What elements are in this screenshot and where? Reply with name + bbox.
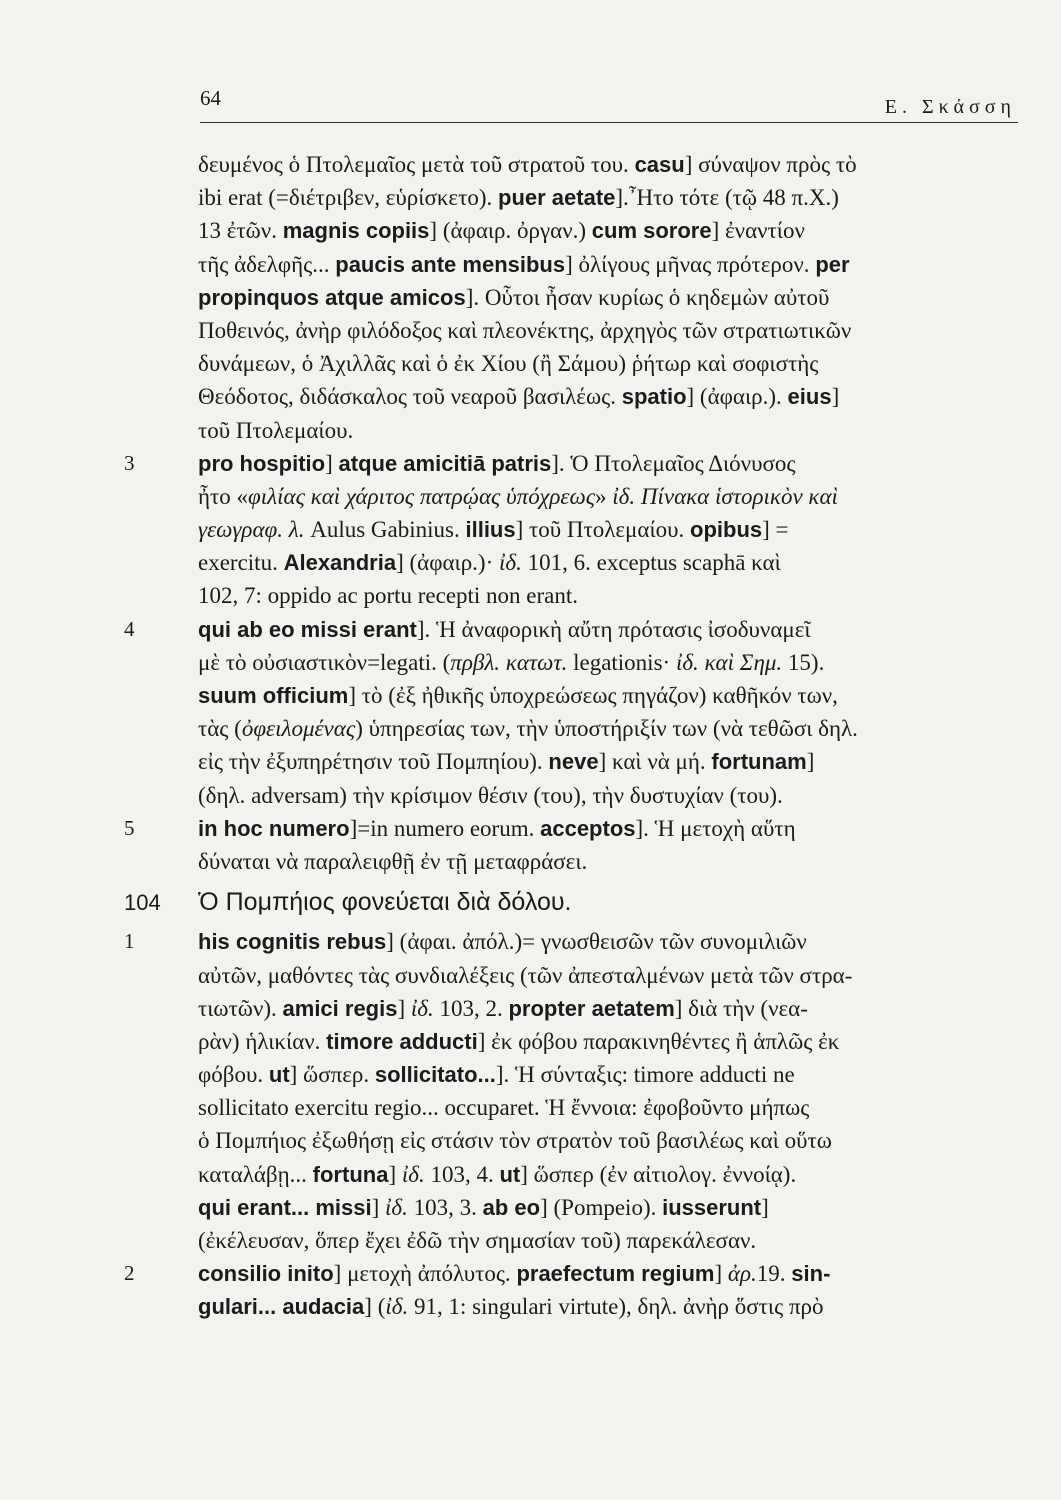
gloss-text: ] μετοχὴ ἀπόλυτος. xyxy=(333,1261,517,1287)
lemma: his cognitis rebus xyxy=(198,929,387,955)
text-line xyxy=(198,779,1018,812)
lemma: qui erant... missi xyxy=(198,1194,372,1220)
lemma: magnis copiis xyxy=(282,218,430,244)
gloss-text: 101, 6. exceptus scaphā καὶ xyxy=(521,550,781,576)
gloss-text: ὁ Πομπήιος ἐξωθήσῃ εἰς στάσιν τὸν στρατὸν τοῦ βασιλέως καὶ οὕτω xyxy=(198,1128,832,1154)
lemma: neve xyxy=(548,749,599,775)
text-line xyxy=(198,281,1018,314)
gloss-text: τῆς ἀδελφῆς... xyxy=(198,251,336,277)
text-line xyxy=(198,314,1018,347)
lemma: timore adducti xyxy=(326,1028,478,1054)
lemma: paucis ante mensibus xyxy=(335,251,566,277)
gloss-text: 103, 3. xyxy=(407,1194,483,1220)
commentary-text xyxy=(124,148,1018,1324)
gloss-text: ] xyxy=(761,1194,769,1220)
text-line xyxy=(198,1224,1018,1257)
gloss-text: ] σύναψον πρὸς τὸ xyxy=(684,152,857,177)
text-line xyxy=(124,613,1018,646)
lemma: ut xyxy=(499,1161,521,1187)
gloss-text: ἦτο « xyxy=(198,483,249,509)
italic-note: πρβλ. κατωτ. xyxy=(450,649,568,675)
gloss-text: 13 ἐτῶν. xyxy=(198,218,283,244)
margin-line-number: 2 xyxy=(124,1261,135,1286)
text-line xyxy=(198,1191,1018,1224)
gloss-text: Ποθεινός, ἀνὴρ φιλόδοξος καὶ πλεονέκτης, ἀρχηγὸς τῶν στρατιωτικῶν xyxy=(198,317,852,343)
gloss-text: ]. Ἡ ἀναφορικὴ αὔτη πρότασις ἰσοδυναμεῖ xyxy=(416,616,811,642)
gloss-text: δύναται νὰ παραλειφθῇ ἐν τῇ μεταφράσει. xyxy=(198,848,588,874)
gloss-text: (δηλ. adversam) τὴν κρίσιμον θέσιν (του), τὴν δυστυχίαν (του). xyxy=(198,782,783,808)
gloss-text: ] = xyxy=(762,517,789,543)
gloss-text: ] τὸ (ἐξ ἠθικῆς ὑποχρεώσεως πηγάζον) καθῆκόν των, xyxy=(348,683,838,708)
gloss-text: ] (ἀφαιρ.)· xyxy=(396,550,500,576)
lemma: sin- xyxy=(791,1261,831,1287)
italic-note: γεωγραφ. λ. xyxy=(198,517,305,543)
lemma: fortuna xyxy=(312,1161,389,1187)
lemma: illius xyxy=(465,517,516,543)
gloss-text: ] xyxy=(714,1261,728,1287)
lemma: casu xyxy=(634,152,685,177)
gloss-text: 103, 2. xyxy=(433,995,509,1021)
text-line xyxy=(198,1124,1018,1157)
gloss-text: ] διὰ τὴν (νεα- xyxy=(674,995,808,1021)
lemma: sollicitato... xyxy=(374,1062,496,1088)
gloss-text: ]. Ἡ μετοχὴ αὕτη xyxy=(635,815,796,841)
text-line xyxy=(198,992,1018,1025)
text-line xyxy=(198,579,1018,612)
lemma: Alexandria xyxy=(283,550,397,576)
gloss-text: ρὰν) ἡλικίαν. xyxy=(198,1028,327,1054)
gloss-text: ibi erat (=διέτριβεν, εὑρίσκετο). xyxy=(198,185,498,211)
gloss-text: ] xyxy=(831,384,840,410)
gloss-text: ] xyxy=(371,1194,386,1220)
lemma: qui ab eo missi erant xyxy=(198,616,417,642)
gloss-text: αὐτῶν, μαθόντες τὰς συνδιαλέξεις (τῶν ἀπεσταλμένων μετὰ τῶν στρα- xyxy=(198,962,853,988)
italic-note: ἀρ. xyxy=(727,1261,757,1287)
gloss-text: μὲ τὸ οὐσιαστικὸν=legati. ( xyxy=(198,649,451,675)
gloss-text: ].῏Ητο τότε (τῷ 48 π.Χ.) xyxy=(615,185,839,211)
lemma: propter aetatem xyxy=(508,995,675,1021)
lemma: cum sorore xyxy=(591,218,712,244)
lemma: suum officium xyxy=(198,683,349,708)
text-line xyxy=(198,712,1018,745)
gloss-text: 102, 7: oppido ac portu recepti non erant. xyxy=(198,583,579,609)
lemma: ut xyxy=(268,1062,290,1088)
gloss-text: legationis· xyxy=(567,649,676,675)
lemma: atque amicitiā patris xyxy=(338,450,552,476)
lemma: opibus xyxy=(690,517,763,543)
gloss-text: ] xyxy=(388,1161,402,1187)
lemma: puer aetate xyxy=(498,185,616,211)
gloss-text: sollicitato exercitu regio... occuparet. Ἡ ἔννοια: ἐφοβοῦντο μήπως xyxy=(198,1095,810,1121)
running-head: Ε. Σκάσση xyxy=(884,96,1016,118)
text-line xyxy=(124,925,1018,958)
text-line xyxy=(198,248,1018,281)
gloss-text: τιωτῶν). xyxy=(198,995,283,1021)
lemma: pro hospitio xyxy=(198,450,326,476)
lemma: gulari... audacia xyxy=(198,1294,365,1320)
text-line xyxy=(198,1290,1018,1323)
lemma: ab eo xyxy=(482,1194,541,1220)
gloss-text: ) ὑπηρεσίας των, τὴν ὑποστήριξίν των (νὰ τεθῶσι δηλ. xyxy=(355,716,858,742)
gloss-text: ] (ἀφαιρ.). xyxy=(686,384,788,410)
gloss-text: Θεόδοτος, διδάσκαλος τοῦ νεαροῦ βασιλέως. xyxy=(198,384,622,410)
gloss-text: (ἐκέλευσαν, ὅπερ ἔχει ἐδῶ τὴν σημασίαν τοῦ) παρεκάλεσαν. xyxy=(198,1228,757,1253)
page-number: 64 xyxy=(200,86,221,110)
lemma: per xyxy=(815,251,850,277)
lemma: in hoc numero xyxy=(198,815,350,841)
gloss-text: ] xyxy=(325,450,339,476)
gloss-text: δυνάμεων, ὁ Ἀχιλλᾶς καὶ ὁ ἐκ Χίου (ἢ Σάμου) ῥήτωρ καὶ σοφιστὴς xyxy=(198,351,819,377)
lemma: consilio inito xyxy=(198,1261,334,1287)
text-line xyxy=(198,959,1018,992)
text-line xyxy=(198,1158,1018,1191)
gloss-text: » xyxy=(595,483,613,509)
margin-line-number: 5 xyxy=(124,815,135,840)
text-line xyxy=(198,380,1018,413)
text-line xyxy=(198,181,1018,214)
gloss-text: ]. Οὗτοι ἦσαν κυρίως ὁ κηδεμὼν αὐτοῦ xyxy=(465,284,830,310)
italic-note: ὀφειλομένας xyxy=(241,716,356,742)
lemma: praefectum regium xyxy=(516,1261,715,1287)
margin-line-number: 3 xyxy=(124,450,135,475)
gloss-text: τὰς ( xyxy=(198,716,242,742)
gloss-text: ] ὥσπερ. xyxy=(289,1062,375,1088)
gloss-text: δευμένος ὁ Πτολεμαῖος μετὰ τοῦ στρατοῦ του. xyxy=(198,152,635,177)
lemma: iusserunt xyxy=(662,1194,762,1220)
gloss-text: 19. xyxy=(756,1261,792,1287)
gloss-text: τοῦ Πτολεμαίου. xyxy=(198,417,354,443)
lemma: propinquos atque amicos xyxy=(198,284,466,310)
italic-note: ἰδ. xyxy=(401,1161,425,1187)
italic-note: ἰδ. xyxy=(499,550,522,576)
gloss-text: ] ( xyxy=(364,1294,386,1320)
text-line xyxy=(198,745,1018,778)
text-line xyxy=(124,447,1018,480)
gloss-text: ] (Pompeio). xyxy=(540,1194,663,1220)
gloss-text: ] ἐναντίον xyxy=(711,218,805,244)
italic-note: ἰδ. xyxy=(385,1294,409,1320)
gloss-text: ] ὀλίγους μῆνας πρότερον. xyxy=(565,251,816,277)
lemma: fortunam xyxy=(711,749,807,775)
text-line xyxy=(124,812,1018,845)
gloss-text: ] ὥσπερ (ἐν αἰτιολογ. ἐννοίᾳ). xyxy=(520,1161,797,1187)
gloss-text: ] καὶ νὰ μή. xyxy=(598,749,712,775)
chapter-number: 104 xyxy=(124,890,161,916)
text-line xyxy=(198,546,1018,579)
text-line xyxy=(198,148,1018,181)
gloss-text: 15). xyxy=(782,649,825,675)
text-line xyxy=(198,1025,1018,1058)
gloss-text: ] ἐκ φόβου παρακινηθέντες ἢ ἁπλῶς ἐκ xyxy=(477,1028,840,1054)
gloss-text: ] (ἀφαιρ. ὀργαν.) xyxy=(429,218,592,244)
gloss-text: ] (ἀφαι. ἀπόλ.)= γνωσθεισῶν τῶν συνομιλιῶν xyxy=(386,929,807,955)
italic-note: ἰδ. Πίνακα ἱστορικὸν καὶ xyxy=(612,483,838,509)
text-line xyxy=(198,679,1018,712)
gloss-text: exercitu. xyxy=(198,550,284,576)
text-line xyxy=(198,646,1018,679)
lemma: eius xyxy=(787,384,832,410)
gloss-text: φόβου. xyxy=(198,1062,269,1088)
margin-line-number: 4 xyxy=(124,616,135,641)
gloss-text: εἰς τὴν ἐξυπηρέτησιν τοῦ Πομπηίου). xyxy=(198,749,549,775)
gloss-text: 103, 4. xyxy=(424,1161,500,1187)
lemma: acceptos xyxy=(540,815,636,841)
gloss-text: 91, 1: singulari virtute), δηλ. ἀνὴρ ὅστις πρὸ xyxy=(408,1294,824,1320)
section-heading xyxy=(124,886,1018,919)
italic-note: ἰδ. καὶ Σημ. xyxy=(675,649,783,675)
text-line xyxy=(198,480,1018,513)
heading-title: Ὁ Πομπήιος φονεύεται διὰ δόλου. xyxy=(198,888,572,917)
margin-line-number: 1 xyxy=(124,929,135,954)
italic-note: ἰδ. xyxy=(410,995,434,1021)
gloss-text: Aulus Gabinius. xyxy=(304,517,466,543)
text-line xyxy=(198,414,1018,447)
lemma: spatio xyxy=(621,384,687,410)
page-header xyxy=(200,84,1018,123)
gloss-text: ] τοῦ Πτολεμαίου. xyxy=(515,517,691,543)
text-line xyxy=(198,347,1018,380)
gloss-text: ] xyxy=(397,995,411,1021)
italic-note: φιλίας καὶ χάριτος πατρῴας ὑπόχρεως xyxy=(248,483,596,509)
gloss-text: ]. Ἡ σύνταξις: timore adducti ne xyxy=(495,1062,795,1088)
gloss-text: ] xyxy=(806,749,815,775)
text-line xyxy=(124,1257,1018,1290)
italic-note: ἰδ. xyxy=(385,1194,408,1220)
text-line xyxy=(198,845,1018,878)
text-line xyxy=(198,214,1018,247)
text-line xyxy=(198,1058,1018,1091)
gloss-text: ]. Ὁ Πτολεμαῖος Διόνυσος xyxy=(551,450,796,476)
gloss-text: ]=in numero eorum. xyxy=(349,815,541,841)
lemma: amici regis xyxy=(282,995,398,1021)
text-line xyxy=(198,1091,1018,1124)
text-line xyxy=(198,513,1018,546)
gloss-text: καταλάβῃ... xyxy=(198,1161,313,1187)
